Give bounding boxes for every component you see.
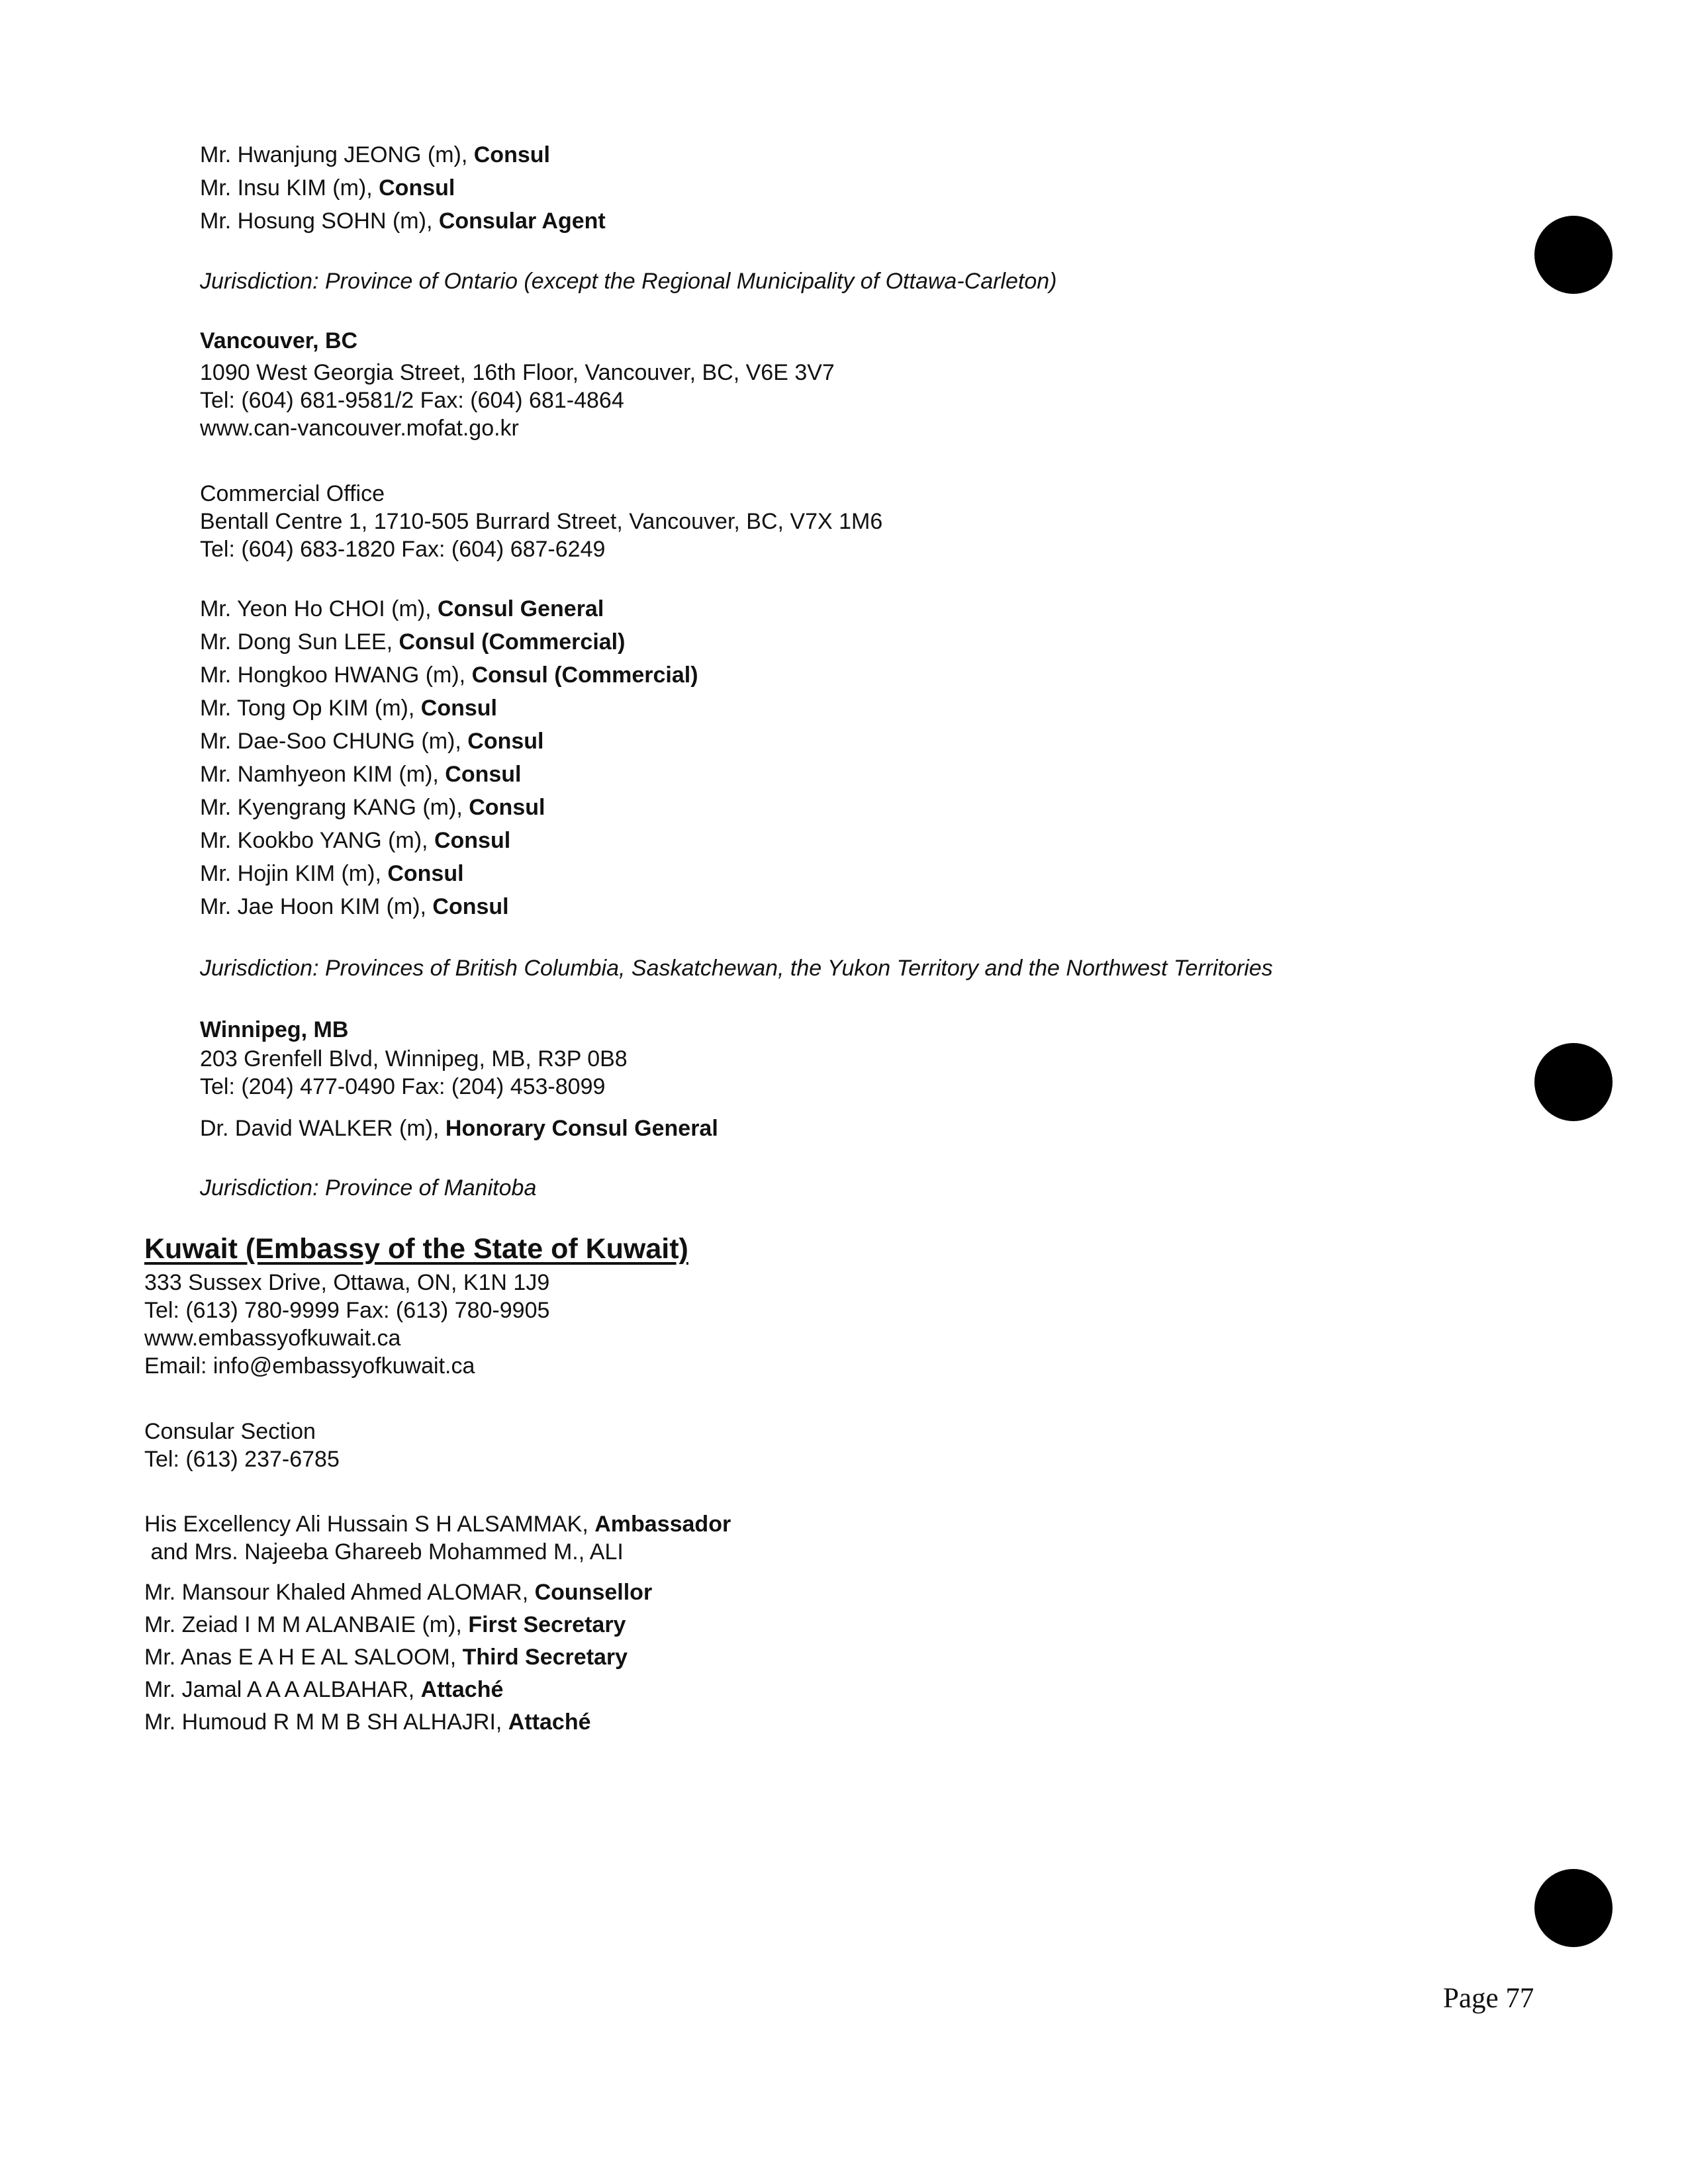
staff-title: Consul (Commercial) xyxy=(399,629,626,655)
staff-title: Consular Agent xyxy=(438,208,606,234)
staff-name: Mr. Kyengrang KANG (m), xyxy=(200,795,469,820)
consular-section-label: Consular Section xyxy=(144,1419,316,1444)
staff-line xyxy=(200,175,455,201)
embassy-website: www.embassyofkuwait.ca xyxy=(144,1326,401,1351)
staff-name: Dr. David WALKER (m), xyxy=(200,1116,445,1141)
staff-line xyxy=(200,794,545,821)
commercial-office-address: Bentall Centre 1, 1710-505 Burrard Street, Vancouver, BC, V7X 1M6 xyxy=(200,509,883,534)
jurisdiction-note: Jurisdiction: Provinces of British Columbia, Saskatchewan, the Yukon Territory and the Northwest Territories xyxy=(200,956,1273,981)
office-phone: Tel: (204) 477-0490 Fax: (204) 453-8099 xyxy=(200,1074,606,1099)
staff-name: Mr. Hongkoo HWANG (m), xyxy=(200,662,472,688)
staff-line xyxy=(144,1676,503,1703)
country-heading: Kuwait (Embassy of the State of Kuwait) xyxy=(144,1233,688,1265)
staff-line xyxy=(200,893,509,920)
staff-line xyxy=(144,1511,731,1537)
staff-title: Ambassador xyxy=(594,1512,731,1537)
staff-name: Mr. Hwanjung JEONG (m), xyxy=(200,142,474,167)
staff-name: Mr. Namhyeon KIM (m), xyxy=(200,762,445,787)
staff-line xyxy=(200,596,604,622)
commercial-office-label: Commercial Office xyxy=(200,481,385,506)
staff-title: Consul (Commercial) xyxy=(471,662,698,688)
staff-line xyxy=(200,142,550,168)
staff-title: Consul xyxy=(467,729,544,754)
punch-hole-top xyxy=(1534,216,1613,294)
staff-line xyxy=(200,1115,718,1142)
office-heading: Vancouver, BC xyxy=(200,328,358,353)
consular-section-phone: Tel: (613) 237-6785 xyxy=(144,1447,340,1472)
jurisdiction-note: Jurisdiction: Province of Manitoba xyxy=(200,1175,537,1201)
staff-line xyxy=(200,629,625,655)
staff-line xyxy=(200,827,510,854)
staff-name: Mr. Kookbo YANG (m), xyxy=(200,828,434,853)
commercial-office-phone: Tel: (604) 683-1820 Fax: (604) 687-6249 xyxy=(200,537,606,562)
staff-name: Mr. Zeiad I M M ALANBAIE (m), xyxy=(144,1612,469,1637)
staff-line xyxy=(200,728,543,754)
staff-title: Consul xyxy=(387,861,464,886)
staff-line xyxy=(200,860,464,887)
staff-line xyxy=(144,1579,652,1606)
staff-title: Honorary Consul General xyxy=(445,1116,718,1141)
staff-title: Consul xyxy=(420,696,497,721)
staff-name: Mr. Hosung SOHN (m), xyxy=(200,208,439,234)
staff-name: Mr. Tong Op KIM (m), xyxy=(200,696,421,721)
staff-name: Mr. Humoud R M M B SH ALHAJRI, xyxy=(144,1709,508,1735)
staff-name: Mr. Jamal A A A ALBAHAR, xyxy=(144,1677,421,1702)
staff-title: Third Secretary xyxy=(462,1645,628,1670)
staff-title: Counsellor xyxy=(534,1580,653,1605)
staff-line xyxy=(200,695,497,721)
staff-title: Consul xyxy=(379,175,455,201)
staff-line xyxy=(144,1709,591,1735)
staff-name: Mr. Hojin KIM (m), xyxy=(200,861,388,886)
staff-title: Consul xyxy=(445,762,522,787)
punch-hole-middle xyxy=(1534,1043,1613,1121)
staff-name: Mr. Dong Sun LEE, xyxy=(200,629,399,655)
embassy-email: Email: info@embassyofkuwait.ca xyxy=(144,1353,475,1379)
staff-line xyxy=(144,1612,626,1638)
staff-line xyxy=(200,208,606,234)
staff-title: Attaché xyxy=(420,1677,504,1702)
staff-title: Consul xyxy=(473,142,550,167)
page-number: Page 77 xyxy=(1443,1983,1534,2014)
jurisdiction-note: Jurisdiction: Province of Ontario (except the Regional Municipality of Ottawa-Carleton) xyxy=(200,269,1057,294)
office-phone: Tel: (604) 681-9581/2 Fax: (604) 681-4864 xyxy=(200,388,624,413)
office-address: 203 Grenfell Blvd, Winnipeg, MB, R3P 0B8 xyxy=(200,1046,628,1071)
staff-line xyxy=(200,761,522,788)
ambassador-spouse: and Mrs. Najeeba Ghareeb Mohammed M., ALI xyxy=(144,1539,624,1565)
staff-line xyxy=(144,1644,628,1670)
staff-title: Consul xyxy=(469,795,545,820)
staff-name: Mr. Jae Hoon KIM (m), xyxy=(200,894,433,919)
office-heading: Winnipeg, MB xyxy=(200,1017,349,1042)
staff-title: First Secretary xyxy=(468,1612,626,1637)
embassy-address: 333 Sussex Drive, Ottawa, ON, K1N 1J9 xyxy=(144,1270,550,1295)
staff-line xyxy=(200,662,698,688)
staff-name: Mr. Mansour Khaled Ahmed ALOMAR, xyxy=(144,1580,535,1605)
staff-name: Mr. Anas E A H E AL SALOOM, xyxy=(144,1645,463,1670)
office-address: 1090 West Georgia Street, 16th Floor, Vancouver, BC, V6E 3V7 xyxy=(200,360,835,385)
staff-title: Attaché xyxy=(508,1709,591,1735)
staff-name: Mr. Yeon Ho CHOI (m), xyxy=(200,596,438,621)
staff-name: His Excellency Ali Hussain S H ALSAMMAK, xyxy=(144,1512,595,1537)
staff-title: Consul xyxy=(434,828,511,853)
office-website: www.can-vancouver.mofat.go.kr xyxy=(200,416,519,441)
staff-name: Mr. Insu KIM (m), xyxy=(200,175,379,201)
staff-title: Consul xyxy=(432,894,509,919)
staff-title: Consul General xyxy=(438,596,604,621)
embassy-phone: Tel: (613) 780-9999 Fax: (613) 780-9905 xyxy=(144,1298,550,1323)
punch-hole-bottom xyxy=(1534,1869,1613,1947)
staff-name: Mr. Dae-Soo CHUNG (m), xyxy=(200,729,468,754)
